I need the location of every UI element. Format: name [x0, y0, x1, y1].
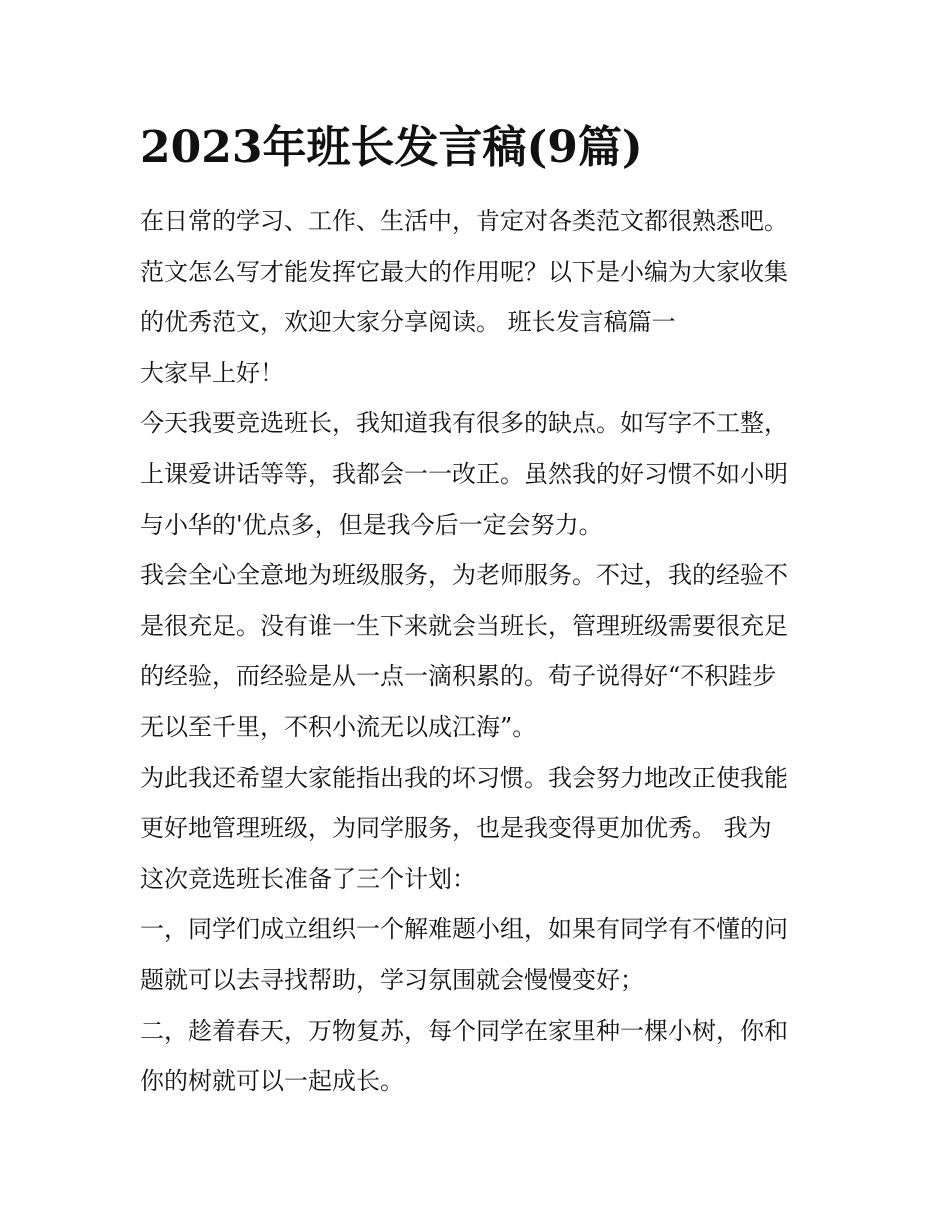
body-line: 大家早上好！	[140, 358, 284, 387]
body-line: 与小华的'优点多，但是我今后一定会努力。	[140, 510, 603, 539]
body-line: 今天我要竞选班长，我知道我有很多的缺点。如写字不工整，	[140, 409, 788, 438]
body-line: 更好地管理班级，为同学服务，也是我变得更加优秀。 我为	[140, 814, 772, 843]
body-line: 无以至千里，不积小流无以成江海”。	[140, 712, 537, 741]
body-line: 范文怎么写才能发挥它最大的作用呢？以下是小编为大家收集	[140, 257, 788, 286]
body-line: 一，同学们成立组织一个解难题小组，如果有同学有不懂的问	[140, 915, 788, 944]
body-line: 题就可以去寻找帮助，学习氛围就会慢慢变好；	[140, 965, 644, 994]
body-line: 你的树就可以一起成长。	[140, 1067, 404, 1096]
document-body	[140, 196, 820, 1107]
body-line: 的经验，而经验是从一点一滴积累的。荀子说得好“不积跬步	[140, 662, 777, 691]
body-line: 我会全心全意地为班级服务，为老师服务。不过，我的经验不	[140, 561, 788, 590]
document-title: 2023年班长发言稿(9篇)	[140, 122, 643, 173]
body-line: 这次竞选班长准备了三个计划：	[140, 864, 476, 893]
body-line: 上课爱讲话等等，我都会一一改正。虽然我的好习惯不如小明	[140, 459, 788, 488]
body-line: 是很充足。没有谁一生下来就会当班长，管理班级需要很充足	[140, 611, 788, 640]
body-line: 为此我还希望大家能指出我的坏习惯。我会努力地改正使我能	[140, 763, 788, 792]
body-line: 二，趁着春天，万物复苏，每个同学在家里种一棵小树，你和	[140, 1016, 788, 1045]
body-line: 的优秀范文，欢迎大家分享阅读。 班长发言稿篇一	[140, 308, 676, 337]
body-line: 在日常的学习、工作、生活中，肯定对各类范文都很熟悉吧。	[140, 207, 788, 235]
